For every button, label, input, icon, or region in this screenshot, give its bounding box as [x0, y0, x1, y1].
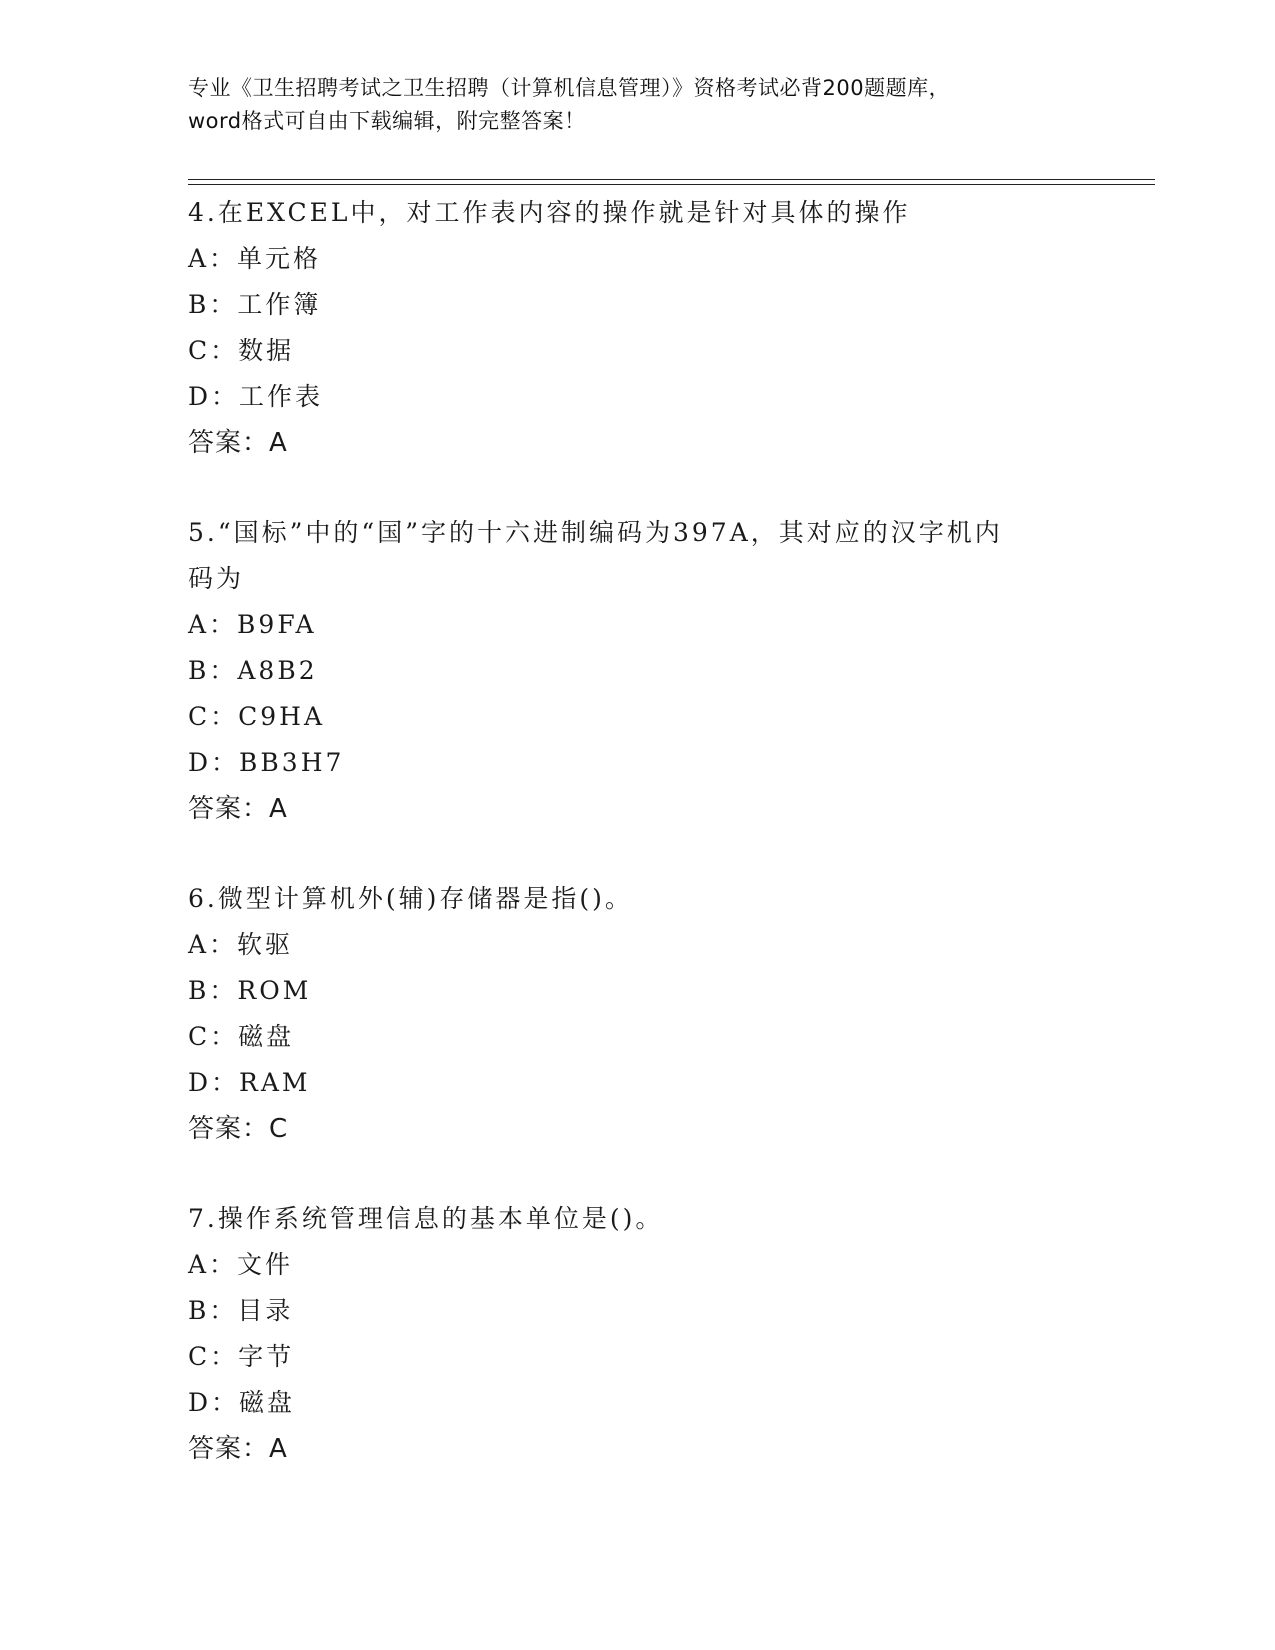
question-stem: 4.在EXCEL中，对工作表内容的操作就是针对具体的操作 [188, 198, 911, 227]
option-c: C：磁盘 [188, 1022, 295, 1051]
question-list [188, 190, 1088, 1516]
option-b: B：工作簿 [188, 290, 322, 319]
question-6 [188, 876, 1088, 1152]
answer: 答案：C [188, 1114, 289, 1144]
question-stem: 7.操作系统管理信息的基本单位是()。 [188, 1204, 664, 1233]
option-c: C：C9HA [188, 702, 326, 731]
question-stem-line-1: 5.“国标”中的“国”字的十六进制编码为397A，其对应的汉字机内 [188, 518, 1003, 547]
header-line-2: word格式可自由下载编辑，附完整答案！ [188, 109, 586, 133]
option-b: B：目录 [188, 1296, 294, 1325]
answer: 答案：A [188, 428, 288, 458]
option-a: A：单元格 [188, 244, 322, 273]
document-header [188, 72, 1088, 138]
option-d: D：RAM [188, 1068, 311, 1097]
answer: 答案：A [188, 1434, 288, 1464]
option-a: A：软驱 [188, 930, 294, 959]
header-divider-top [188, 179, 1155, 180]
question-5 [188, 510, 1088, 832]
header-divider-bottom [188, 184, 1155, 185]
option-a: A：文件 [188, 1250, 294, 1279]
question-4 [188, 190, 1088, 466]
option-a: A：B9FA [188, 610, 317, 639]
option-c: C：数据 [188, 336, 295, 365]
option-b: B：A8B2 [188, 656, 318, 685]
option-d: D：BB3H7 [188, 748, 345, 777]
option-d: D：磁盘 [188, 1388, 296, 1417]
question-stem-line-2: 码为 [188, 564, 245, 593]
option-d: D：工作表 [188, 382, 324, 411]
header-line-1: 专业《卫生招聘考试之卫生招聘（计算机信息管理）》资格考试必背200题题库， [188, 76, 951, 100]
answer: 答案：A [188, 794, 288, 824]
question-7 [188, 1196, 1088, 1472]
question-stem: 6.微型计算机外(辅)存储器是指()。 [188, 884, 633, 913]
option-c: C：字节 [188, 1342, 295, 1371]
option-b: B：ROM [188, 976, 312, 1005]
